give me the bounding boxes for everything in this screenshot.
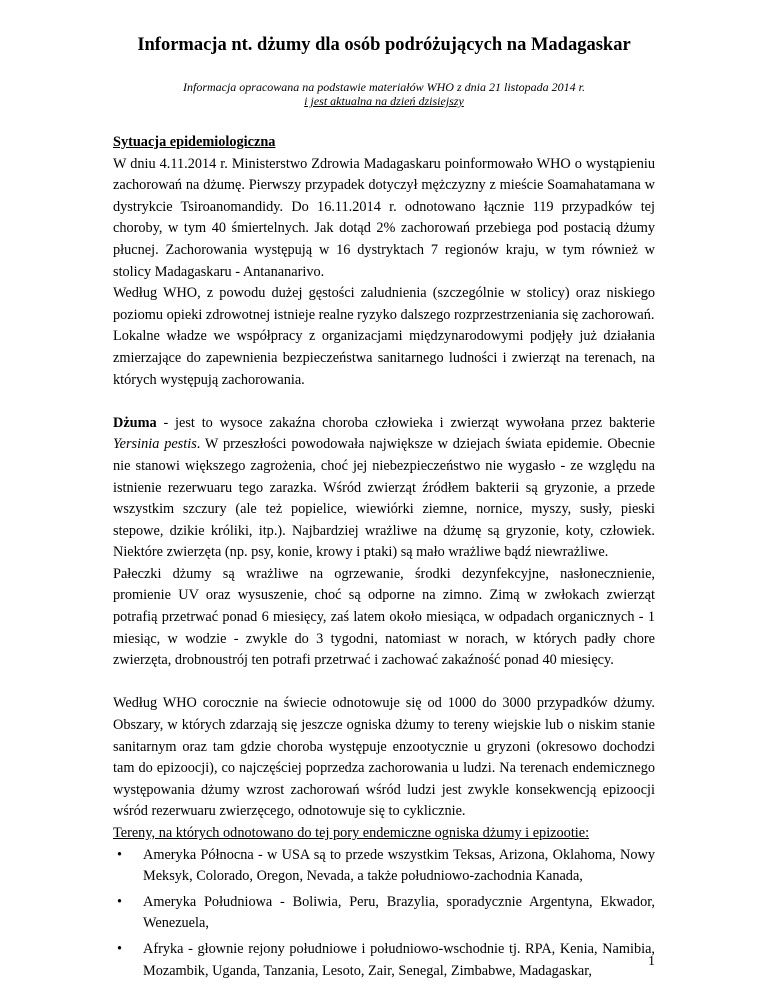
section-heading-epidemiology: Sytuacja epidemiologiczna: [113, 134, 276, 150]
document-title: Informacja nt. dżumy dla osób podróżujących na Madagaskar: [137, 35, 631, 55]
paragraph-epidemiology-1: W dniu 4.11.2014 r. Ministerstwo Zdrowia Madagaskaru poinformowało WHO o wystąpieniu zachorowań na dżumę. Pierwszy przypadek dotyczył mężczyzny z mieście Soamahatamana w dystrykcie Tsiroanomandidy. Do 16.11.2014 r. odnotowano łącznie 119 przypadków tej choroby, w tym 40 śmiertelnych. Jak dotąd 2% zachorowań przebiega pod postacią dżumy płucnej. Zachorowania występują w 16 dystryktach 7 regionów kraju, w tym również w stolicy Madagaskaru - Antananarivo.: [113, 155, 655, 280]
species-name: Yersinia pestis: [113, 436, 197, 453]
paragraph-bacteria-resistance: Pałeczki dżumy są wrażliwe na ogrzewanie, środki dezynfekcyjne, nasłonecznienie, promienie UV oraz wysuszenie, choć są odporne na zimno. Zimą w zwłokach zwierząt potrafią przetrwać ponad 6 miesięcy, zaś latem około miesiąca, w odpadach organicznych - 1 miesiąc, w wodzie - zwykle do 3 tygodni, natomiast w norach, w których padły chore zwierzęta, drobnoustrój ten potrafi przetrwać i zachować zakaźność ponad 40 miesięcy.: [113, 565, 655, 669]
paragraph-plague-definition: [113, 413, 655, 564]
subtitle-line-2: i jest aktualna na dzień dzisiejszy: [304, 94, 464, 108]
paragraph-spacer: [113, 672, 655, 694]
paragraph-spacer: [113, 391, 655, 413]
regions-heading: Tereny, na których odnotowano do tej pory endemiczne ogniska dżumy i epizootie:: [113, 825, 590, 841]
paragraph-epidemiology-3: Lokalne władze we współpracy z organizacjami międzynarodowymi podjęły już działania zmierzające do zapewnienia bezpieczeństwa sanitarnego ludności i zwierząt na terenach, na których występują zachorowania.: [113, 328, 655, 388]
regions-list: [113, 845, 655, 983]
document-subtitle: [0, 80, 768, 108]
paragraph-who-statistics: Według WHO corocznie na świecie odnotowuje się od 1000 do 3000 przypadków dżumy. Obszary, w których zdarzają się jeszcze ogniska dżumy to tereny wiejskie lub o niskim stanie sanitarnym oraz tam gdzie choroba występuje enzootycznie u gryzoni (okresowo dochodzi tam do epizoocji), co najczęściej poprzedza zachorowania u ludzi. Na terenach endemicznego występowania dżumy wzrost zachorowań wśród ludzi jest zwykle konsekwencją epizoocji wśród rezerwuaru zwierzęcego, odnotowuje się to cyklicznie.: [113, 695, 655, 820]
list-item: • Afryka - głownie rejony południowe i południowo-wschodnie tj. RPA, Kenia, Namibia, Mozambik, Uganda, Tanzania, Lesoto, Zair, Senegal, Zimbabwe, Madagaskar,: [143, 939, 655, 982]
subtitle-line-1: Informacja opracowana na podstawie materiałów WHO z dnia 21 listopada 2014 r.: [182, 80, 585, 94]
paragraph-epidemiology-2: Według WHO, z powodu dużej gęstości zaludnienia (szczególnie w stolicy) oraz niskiego poziomu opieki zdrowotnej istnieje realne ryzyko dalszego rozprzestrzeniania się zachorowań.: [113, 285, 655, 323]
list-item: • Ameryka Południowa - Boliwia, Peru, Brazylia, sporadycznie Argentyna, Ekwador, Wenezuela,: [143, 892, 655, 935]
plague-term: Dżuma: [113, 414, 157, 431]
plague-definition-text-b: . W przeszłości powodowała największe w dziejach świata epidemie. Obecnie nie stanowi większego zagrożenia, choć jej niebezpieczeństwo nie wygasło - ze względu na istnienie rezerwuaru tego zarazka. Wśród zwierząt źródłem bakterii są gryzonie, a przede wszystkim szczury (ale też popielice, wiewiórki ziemne, nornice, myszy, susły, pieski stepowe, dzikie króliki, itp.). Najbardziej wrażliwe na dżumę są gryzonie, koty, człowiek. Niektóre zwierzęta (np. psy, konie, krowy i ptaki) są mało wrażliwe bądź niewrażliwe.: [113, 436, 655, 561]
page-number: 1: [648, 954, 655, 969]
list-item: • Ameryka Północna - w USA są to przede wszystkim Teksas, Arizona, Oklahoma, Nowy Meksyk, Colorado, Oregon, Nevada, a także południowo-zachodnia Kanada,: [143, 845, 655, 888]
document-body: [113, 132, 655, 986]
plague-definition-text-a: - jest to wysoce zakaźna choroba człowieka i zwierząt wywołana przez bakterie: [156, 414, 655, 431]
